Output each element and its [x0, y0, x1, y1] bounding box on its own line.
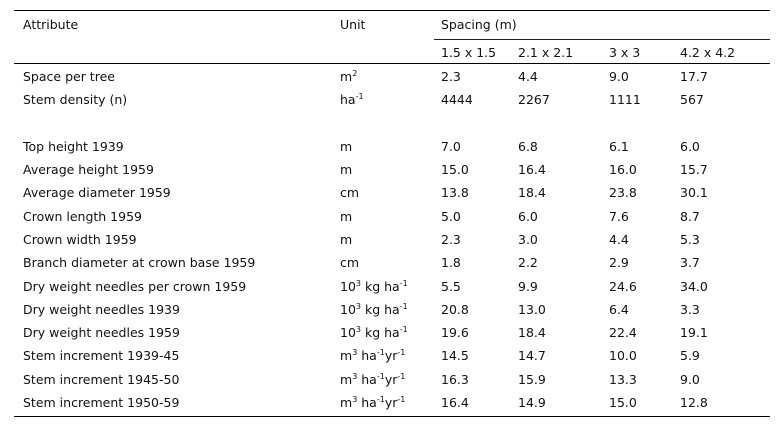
row-value: 2.2 — [518, 255, 538, 270]
table-bottom-rule — [14, 416, 770, 417]
row-value: 567 — [680, 92, 704, 107]
row-unit — [340, 162, 352, 178]
unit-text: ha — [340, 92, 356, 107]
unit-exponent: -1 — [355, 92, 364, 101]
unit-exponent: 3 — [355, 325, 361, 334]
unit-exponent: 2 — [352, 69, 358, 78]
unit-exponent: -1 — [397, 395, 406, 404]
row-unit — [340, 325, 408, 343]
row-value: 14.7 — [518, 348, 546, 363]
row-attribute: Stem increment 1945-50 — [23, 372, 180, 387]
row-attribute: Top height 1939 — [23, 139, 124, 154]
table-top-rule — [14, 10, 770, 11]
row-unit — [340, 69, 357, 87]
row-value: 17.7 — [680, 69, 708, 84]
row-attribute: Space per tree — [23, 69, 115, 84]
row-unit — [340, 348, 405, 366]
row-value: 13.3 — [609, 372, 637, 387]
unit-exponent: -1 — [399, 325, 408, 334]
header-attribute: Attribute — [23, 17, 79, 32]
header-spacing-1: 1.5 x 1.5 — [441, 45, 497, 60]
row-attribute: Stem density (n) — [23, 92, 128, 107]
row-value: 13.8 — [441, 185, 469, 200]
unit-text: yr — [384, 372, 398, 387]
row-unit — [340, 209, 352, 225]
row-value: 6.4 — [609, 302, 629, 317]
unit-text: m — [340, 348, 353, 363]
row-unit — [340, 279, 408, 297]
row-value: 15.0 — [441, 162, 469, 177]
unit-text: yr — [384, 348, 398, 363]
row-value: 15.9 — [518, 372, 546, 387]
row-value: 14.5 — [441, 348, 469, 363]
unit-text: m — [340, 232, 353, 247]
row-value: 4.4 — [518, 69, 538, 84]
unit-text: kg ha — [361, 279, 400, 294]
row-value: 15.7 — [680, 162, 708, 177]
row-unit — [340, 395, 405, 413]
row-value: 5.5 — [441, 279, 461, 294]
row-unit — [340, 255, 359, 271]
unit-exponent: -1 — [376, 395, 385, 404]
row-value: 16.4 — [518, 162, 546, 177]
unit-text: ha — [357, 372, 377, 387]
unit-exponent: 3 — [355, 279, 361, 288]
row-value: 2267 — [518, 92, 550, 107]
row-value: 6.1 — [609, 139, 629, 154]
unit-text: kg ha — [361, 302, 400, 317]
row-value: 23.8 — [609, 185, 637, 200]
row-value: 7.0 — [441, 139, 461, 154]
unit-exponent: -1 — [376, 372, 385, 381]
row-attribute: Branch diameter at crown base 1959 — [23, 255, 256, 270]
unit-exponent: -1 — [399, 302, 408, 311]
row-attribute: Average height 1959 — [23, 162, 154, 177]
unit-exponent: -1 — [397, 372, 406, 381]
unit-text: m — [340, 139, 353, 154]
row-attribute: Crown width 1959 — [23, 232, 137, 247]
unit-text: m — [340, 209, 353, 224]
table-header-rule — [14, 63, 770, 64]
row-value: 5.0 — [441, 209, 461, 224]
row-attribute: Stem increment 1939-45 — [23, 348, 180, 363]
unit-text: cm — [340, 255, 360, 270]
row-value: 5.3 — [680, 232, 700, 247]
row-value: 5.9 — [680, 348, 700, 363]
row-unit — [340, 232, 352, 248]
row-unit — [340, 139, 352, 155]
row-value: 10.0 — [609, 348, 637, 363]
row-unit — [340, 92, 364, 110]
row-value: 4444 — [441, 92, 473, 107]
unit-text: cm — [340, 185, 360, 200]
unit-exponent: 3 — [355, 302, 361, 311]
unit-exponent: 3 — [352, 348, 358, 357]
row-value: 3.7 — [680, 255, 700, 270]
row-value: 9.9 — [518, 279, 538, 294]
row-attribute: Dry weight needles 1939 — [23, 302, 180, 317]
header-spacing-4: 4.2 x 4.2 — [680, 45, 736, 60]
row-value: 19.1 — [680, 325, 708, 340]
row-value: 6.0 — [680, 139, 700, 154]
unit-text: 10 — [340, 302, 356, 317]
row-value: 34.0 — [680, 279, 708, 294]
row-value: 16.3 — [441, 372, 469, 387]
unit-exponent: -1 — [397, 348, 406, 357]
row-unit — [340, 185, 359, 201]
unit-text: kg ha — [361, 325, 400, 340]
row-value: 15.0 — [609, 395, 637, 410]
row-value: 7.6 — [609, 209, 629, 224]
row-attribute: Crown length 1959 — [23, 209, 142, 224]
row-unit — [340, 302, 408, 320]
row-value: 19.6 — [441, 325, 469, 340]
row-value: 6.0 — [518, 209, 538, 224]
unit-exponent: 3 — [352, 395, 358, 404]
row-value: 3.3 — [680, 302, 700, 317]
unit-text: 10 — [340, 279, 356, 294]
row-value: 4.4 — [609, 232, 629, 247]
unit-exponent: 3 — [352, 372, 358, 381]
header-spacing: Spacing (m) — [441, 17, 517, 32]
row-value: 18.4 — [518, 185, 546, 200]
row-value: 16.4 — [441, 395, 469, 410]
row-value: 6.8 — [518, 139, 538, 154]
unit-text: 10 — [340, 325, 356, 340]
unit-text: m — [340, 395, 353, 410]
unit-text: m — [340, 69, 353, 84]
row-value: 20.8 — [441, 302, 469, 317]
row-value: 3.0 — [518, 232, 538, 247]
row-value: 8.7 — [680, 209, 700, 224]
unit-text: ha — [357, 348, 377, 363]
row-unit — [340, 372, 405, 390]
row-attribute: Average diameter 1959 — [23, 185, 171, 200]
row-value: 22.4 — [609, 325, 637, 340]
header-spacing-2: 2.1 x 2.1 — [518, 45, 574, 60]
row-value: 14.9 — [518, 395, 546, 410]
header-unit: Unit — [340, 17, 366, 32]
row-value: 9.0 — [609, 69, 629, 84]
row-value: 13.0 — [518, 302, 546, 317]
row-value: 1111 — [609, 92, 641, 107]
row-value: 1.8 — [441, 255, 461, 270]
row-value: 30.1 — [680, 185, 708, 200]
unit-text: yr — [384, 395, 398, 410]
row-value: 2.3 — [441, 69, 461, 84]
row-attribute: Dry weight needles 1959 — [23, 325, 180, 340]
unit-exponent: -1 — [399, 279, 408, 288]
row-attribute: Stem increment 1950-59 — [23, 395, 180, 410]
unit-text: ha — [357, 395, 377, 410]
row-value: 16.0 — [609, 162, 637, 177]
spacing-header-rule — [434, 39, 770, 40]
header-spacing-3: 3 x 3 — [609, 45, 641, 60]
row-value: 24.6 — [609, 279, 637, 294]
row-attribute: Dry weight needles per crown 1959 — [23, 279, 247, 294]
unit-text: m — [340, 162, 353, 177]
row-value: 12.8 — [680, 395, 708, 410]
unit-text: m — [340, 372, 353, 387]
row-value: 18.4 — [518, 325, 546, 340]
row-value: 2.3 — [441, 232, 461, 247]
row-value: 2.9 — [609, 255, 629, 270]
unit-exponent: -1 — [376, 348, 385, 357]
row-value: 9.0 — [680, 372, 700, 387]
